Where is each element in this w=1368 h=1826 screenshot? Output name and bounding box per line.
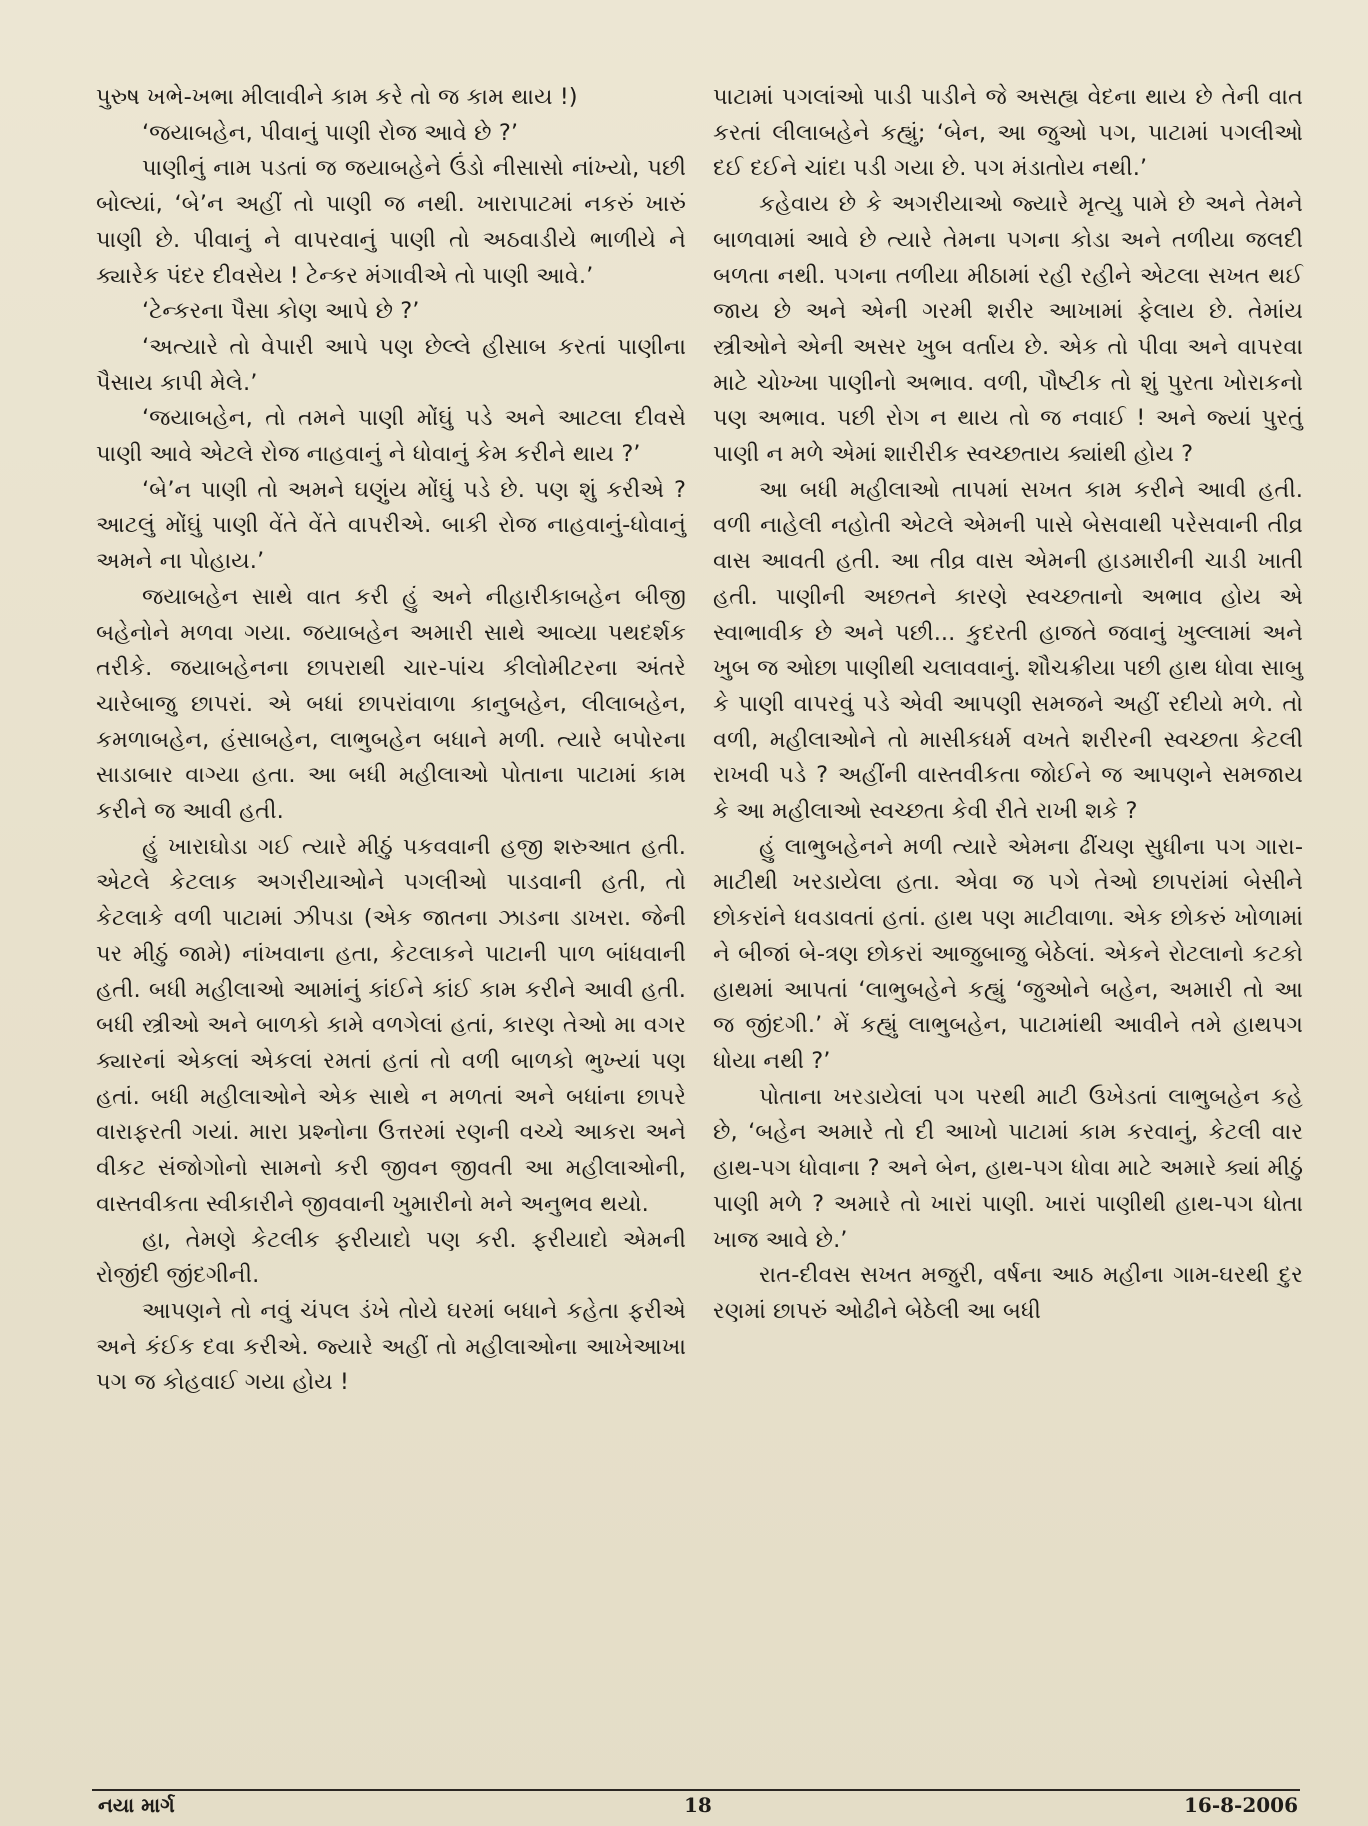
paragraph: રાત-દીવસ સખત મજુરી, વર્ષના આઠ મહીના ગામ-ઘરથી દુર રણમાં છાપરું ઓઢીને બેઠેલી આ બધી	[713, 1262, 1303, 1324]
paragraph: ‘બે’ન પાણી તો અમને ઘણુંય મોંઘું પડે છે. પણ શું કરીએ ? આટલું મોંઘું પાણી વેંતે વેંતે વાપરીએ. બાકી રોજ નાહવાનું-ધોવાનું અમને ના પોહાય.’	[96, 476, 686, 575]
paragraph: કહેવાય છે કે અગરીયાઓ જ્યારે મૃત્યુ પામે છે અને તેમને બાળવામાં આવે છે ત્યારે તેમના પગના કોડા અને તળીયા જલદી બળતા નથી. પગના તળીયા મીઠામાં રહી રહીને એટલા સખત થઈ જાય છે અને એની ગરમી શરીર આખામાં ફેલાય છે. તેમાંય સ્ત્રીઓને એની અસર ખુબ વર્તાય છે. એક તો પીવા અને વાપરવા માટે ચોખ્ખા પાણીનો અભાવ. વળી, પૌષ્ટીક તો શું પુરતા ખોરાકનો પણ અભાવ. પછી રોગ ન થાય તો જ નવાઈ ! અને જ્યાં પુરતું પાણી ન મળે એમાં શારીરીક સ્વચ્છતાય ક્યાંથી હોય ?	[713, 191, 1303, 468]
page-number: 18	[684, 1793, 712, 1817]
paragraph: ‘અત્યારે તો વેપારી આપે પણ છેલ્લે હીસાબ કરતાં પાણીના પૈસાય કાપી મેલે.’	[96, 333, 686, 396]
right-text-column	[713, 80, 1303, 1330]
paragraph: જયાબહેન સાથે વાત કરી હું અને નીહારીકાબહેન બીજી બહેનોને મળવા ગયા. જયાબહેન અમારી સાથે આવ્યા પથદર્શક તરીકે. જયાબહેનના છાપરાથી ચાર-પાંચ કીલોમીટરના અંતરે ચારેબાજુ છાપરાં. એ બધાં છાપરાંવાળા કાનુબહેન, લીલાબહેન, કમળાબહેન, હંસાબહેન, લાભુબહેન બધાને મળી. ત્યારે બપોરના સાડાબાર વાગ્યા હતા. આ બધી મહીલાઓ પોતાના પાટામાં કામ કરીને જ આવી હતી.	[96, 583, 686, 825]
paragraph: હું લાભુબહેનને મળી ત્યારે એમના ઢીંચણ સુધીના પગ ગારા-માટીથી ખરડાયેલા હતા. એવા જ પગે તેઓ છાપરાંમાં બેસીને છોકરાંને ધવડાવતાં હતાં. હાથ પણ માટીવાળા. એક છોકરું ખોળામાં ને બીજાં બે-ત્રણ છોકરાં આજુબાજુ બેઠેલાં. એકને રોટલાનો કટકો હાથમાં આપતાં ‘લાભુબહેને કહ્યું ‘જુઓને બહેન, અમારી તો આ જ જીંદગી.’ મેં કહ્યું લાભુબહેન, પાટામાંથી આવીને તમે હાથપગ ધોયા નથી ?’	[713, 833, 1303, 1074]
issue-date: 16-8-2006	[1183, 1793, 1298, 1817]
paragraph: પુરુષ ખભે-ખભા મીલાવીને કામ કરે તો જ કામ થાય !)	[96, 84, 578, 110]
paragraph: હા, તેમણે કેટલીક ફરીયાદો પણ કરી. ફરીયાદો એમની રોજીંદી જીંદગીની.	[96, 1226, 686, 1289]
paragraph: ‘જયાબહેન, પીવાનું પાણી રોજ આવે છે ?’	[142, 119, 518, 146]
left-text-column	[96, 80, 686, 1401]
paragraph: આ બધી મહીલાઓ તાપમાં સખત કામ કરીને આવી હતી. વળી નાહેલી નહોતી એટલે એમની પાસે બેસવાથી પરેસવાની તીવ્ર વાસ આવતી હતી. આ તીવ્ર વાસ એમની હાડમારીની ચાડી ખાતી હતી. પાણીની અછતને કારણે સ્વચ્છતાનો અભાવ હોય એ સ્વાભાવીક છે અને પછી... કુદરતી હાજતે જવાનું ખુલ્લામાં અને ખુબ જ ઓછા પાણીથી ચલાવવાનું. શૌચક્રીયા પછી હાથ ધોવા સાબુ કે પાણી વાપરવું પડે એવી આપણી સમજને અહીં રદીયો મળે. તો વળી, મહીલાઓને તો માસીકધર્મ વખતે શરીરની સ્વચ્છતા કેટલી રાખવી પડે ? અહીંની વાસ્તવીકતા જોઈને જ આપણને સમજાય કે આ મહીલાઓ સ્વચ્છતા કેવી રીતે રાખી શકે ?	[713, 476, 1303, 825]
page-footer	[92, 1793, 1300, 1823]
footer-divider	[92, 1789, 1300, 1791]
paragraph: પોતાના ખરડાયેલાં પગ પરથી માટી ઉખેડતાં લાભુબહેન કહે છે, ‘બહેન અમારે તો દી આખો પાટામાં કામ કરવાનું, કેટલી વાર હાથ-પગ ધોવાના ? અને બેન, હાથ-પગ ધોવા માટે અમારે ક્યાં મીઠું પાણી મળે ? અમારે તો ખારાં પાણી. ખારાં પાણીથી હાથ-પગ ધોતા ખાજ આવે છે.’	[713, 1083, 1303, 1253]
paragraph: ‘જયાબહેન, તો તમને પાણી મોંઘું પડે અને આટલા દીવસે પાણી આવે એટલે રોજ નાહવાનું ને ધોવાનું કેમ કરીને થાય ?’	[96, 405, 686, 468]
paragraph: પાણીનું નામ પડતાં જ જયાબહેને ઉંડો નીસાસો નાંખ્યો, પછી બોલ્યાં, ‘બે’ન અહીં તો પાણી જ નથી. ખારાપાટમાં નકરું ખારું પાણી છે. પીવાનું ને વાપરવાનું પાણી તો અઠવાડીયે ભાળીયે ને ક્યારેક પંદર દીવસેય ! ટેન્કર મંગાવીએ તો પાણી આવે.’	[96, 155, 686, 289]
paragraph: હું ખારાઘોડા ગઈ ત્યારે મીઠું પકવવાની હજી શરુઆત હતી. એટલે કેટલાક અગરીયાઓને પગલીઓ પાડવાની હતી, તો કેટલાકે વળી પાટામાં ઝીપડા (એક જાતના ઝાડના ડાખરા. જેની પર મીઠું જામે) નાંખવાના હતા, કેટલાકને પાટાની પાળ બાંધવાની હતી. બધી મહીલાઓ આમાંનું કાંઈને કાંઈ કામ કરીને આવી હતી. બધી સ્ત્રીઓ અને બાળકો કામે વળગેલાં હતાં, કારણ તેઓ મા વગર ક્યારનાં એકલાં એકલાં રમતાં હતાં તો વળી બાળકો ભુખ્યાં પણ હતાં. બધી મહીલાઓને એક સાથે ન મળતાં અને બધાંના છાપરે વારાફરતી ગયાં. મારા પ્રશ્નોના ઉત્તરમાં રણની વચ્ચે આકરા અને વીકટ સંજોગોનો સામનો કરી જીવન જીવતી આ મહીલાઓની, વાસ્તવીકતા સ્વીકારીને જીવવાની ખુમારીનો મને અનુભવ થયો.	[96, 833, 686, 1217]
paragraph: ‘ટેન્કરના પૈસા કોણ આપે છે ?’	[142, 298, 420, 325]
publication-name: નયા માર્ગ	[98, 1793, 175, 1817]
paragraph: આપણને તો નવું ચંપલ ડંખે તોયે ઘરમાં બધાને કહેતા ફરીએ અને કંઈક દવા કરીએ. જ્યારે અહીં તો મહીલાઓના આખેઆખા પગ જ કોહવાઈ ગયા હોય !	[96, 1297, 686, 1396]
paragraph: પાટામાં પગલાંઓ પાડી પાડીને જે અસહ્ય વેદના થાય છે તેની વાત કરતાં લીલાબહેને કહ્યું; ‘બેન, આ જુઓ પગ, પાટામાં પગલીઓ દઈ દઈને ચાંદા પડી ગયા છે. પગ મંડાતોય નથી.’	[713, 84, 1303, 182]
